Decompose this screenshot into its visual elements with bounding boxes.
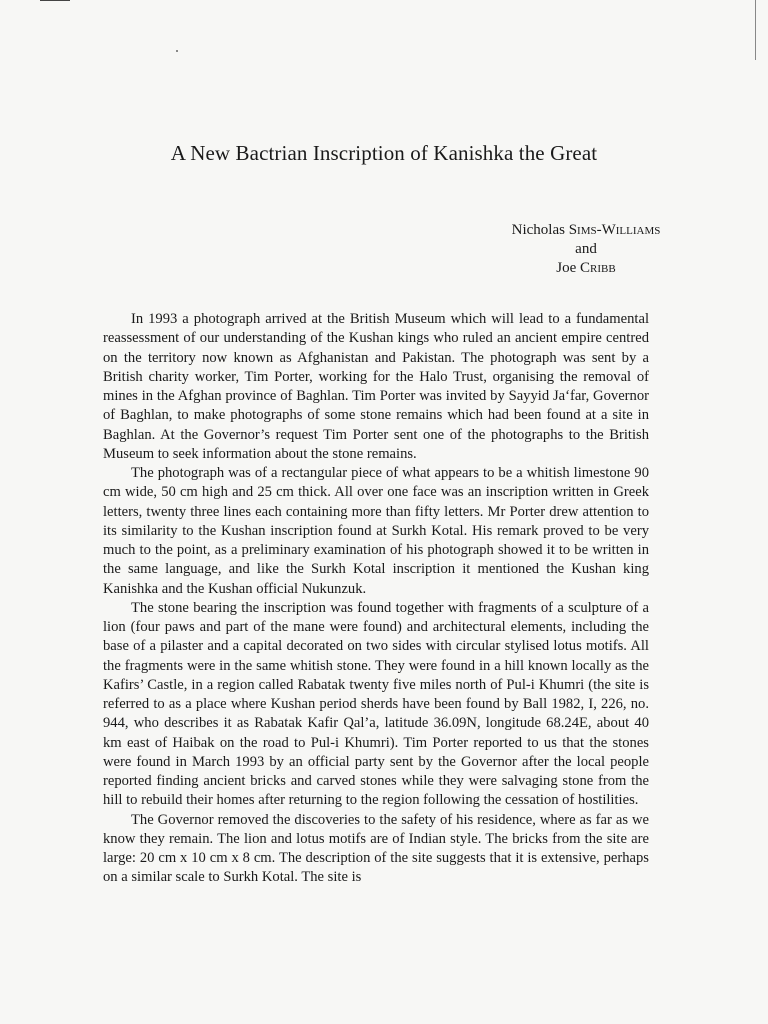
scan-edge-mark [40, 0, 70, 1]
paragraph-3: The stone bearing the inscription was found together with fragments of a sculpture of a lion (four paws and part of the mane were found) and architectural elements, including the base of a pilaster and a capital decorated on two sides with circular stylised lotus motifs. All the fragments were in the same whitish stone. They were found in a hill known locally as the Kafirs’ Castle, in a region called Rabatak twenty five miles north of Pul-i Khumri (the site is referred to as a place where Kushan period sherds have been found by Ball 1982, I, 226, no. 944, who describes it as Rabatak Kafir Qal’a, latitude 36.09N, longitude 68.24E, about 40 km east of Haibak on the road to Pul-i Khumri). Tim Porter reported to us that the stones were found in March 1993 by an official party sent by the Governor after the local people reported finding ancient bricks and carved stones while they were salvaging stone from the hill to rebuild their homes after returning to the region following the cessation of hostilities. [103, 599, 649, 809]
paragraph-2: The photograph was of a rectangular piece of what appears to be a whitish limestone 90 cm wide, 50 cm high and 25 cm thick. All over one face was an inscription written in Greek letters, twenty three lines each containing more than fifty letters. Mr Porter drew attention to its similarity to the Kushan inscription found at Surkh Kotal. His remark proved to be very much to the point, as a preliminary examination of his photograph showed it to be written in the same language, and like the Surkh Kotal inscription it mentioned the Kushan king Kanishka and the Kushan official Nukunzuk. [103, 465, 649, 597]
page-title: A New Bactrian Inscription of Kanishka the Great [170, 141, 598, 165]
author-2-given-name: Joe [556, 260, 577, 276]
author-1 [458, 221, 714, 240]
author-block [458, 221, 714, 278]
article-body [103, 310, 649, 888]
paragraph-1: In 1993 a photograph arrived at the British Museum which will lead to a fundamental reassessment of our understanding of the Kushan kings who ruled an ancient empire centred on the territory now known as Afghanistan and Pakistan. The photograph was sent by a British charity worker, Tim Porter, working for the Halo Trust, organising the removal of mines in the Afghan province of Baghlan. Tim Porter was invited by Sayyid Ja‘far, Governor of Baghlan, to make photographs of some stone remains which had been found at a site in Baghlan. At the Governor’s request Tim Porter sent one of the photographs to the British Museum to seek information about the stone remains. [103, 311, 649, 462]
author-2-family-name: Cribb [580, 260, 616, 276]
author-1-given-name: Nicholas [511, 222, 565, 238]
author-1-family-name: Sims-Williams [568, 222, 661, 238]
paragraph-4: The Governor removed the discoveries to the safety of his residence, where as far as we know they remain. The lion and lotus motifs are of Indian style. The bricks from the site are large: 20 cm x 10 cm x 8 cm. The description of the site suggests that it is extensive, perhaps on a similar scale to Surkh Kotal. The site is [103, 811, 649, 886]
author-2 [458, 259, 714, 278]
author-conjunction: and [575, 241, 597, 257]
scan-edge-mark [755, 0, 756, 60]
scan-speck [176, 50, 178, 52]
